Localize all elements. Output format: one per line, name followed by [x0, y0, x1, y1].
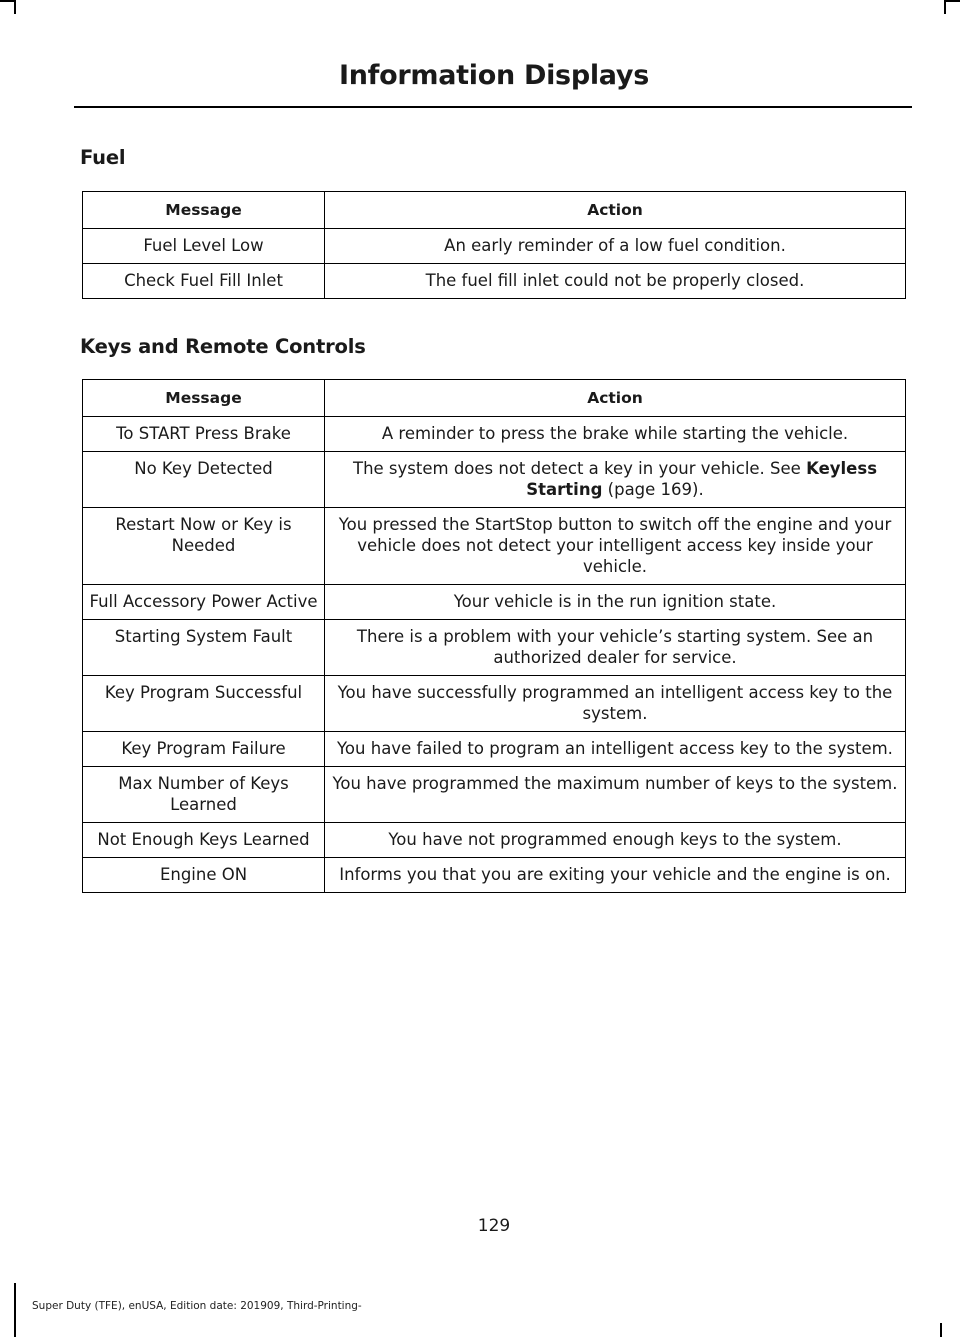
table-row: [83, 620, 906, 676]
table-row: [83, 452, 906, 508]
page-reference: (page 169).: [607, 480, 704, 499]
message-cell: Max Number of Keys Learned: [83, 767, 325, 823]
message-cell: Check Fuel Fill Inlet: [83, 264, 325, 299]
message-cell: No Key Detected: [83, 452, 325, 508]
crop-mark: [946, 0, 960, 2]
table-row: [83, 585, 906, 620]
message-cell: Fuel Level Low: [83, 229, 325, 264]
message-cell: To START Press Brake: [83, 417, 325, 452]
page-title: Information Displays: [339, 60, 649, 91]
action-cell: Informs you that you are exiting your vehicle and the engine is on.: [325, 858, 906, 893]
fuel-table: [82, 191, 906, 299]
table-row: [83, 823, 906, 858]
action-text: The system does not detect a key in your vehicle. See: [352, 459, 801, 478]
action-cell: You have successfully programmed an intelligent access key to the system.: [325, 676, 906, 732]
edition-info: Super Duty (TFE), enUSA, Edition date: 201909, Third-Printing-: [32, 1300, 362, 1312]
column-header-message: Message: [83, 380, 325, 417]
message-cell: Engine ON: [83, 858, 325, 893]
message-cell: Key Program Successful: [83, 676, 325, 732]
message-cell: Full Accessory Power Active: [83, 585, 325, 620]
table-row: [83, 417, 906, 452]
section-heading-keys: Keys and Remote Controls: [80, 335, 366, 358]
column-header-action: Action: [325, 380, 906, 417]
message-cell: Key Program Failure: [83, 732, 325, 767]
message-cell: Starting System Fault: [83, 620, 325, 676]
crop-mark: [14, 0, 16, 14]
header-rule: [74, 106, 912, 108]
action-cell: A reminder to press the brake while starting the vehicle.: [325, 417, 906, 452]
action-cell: You have programmed the maximum number of keys to the system.: [325, 767, 906, 823]
section-heading-fuel: Fuel: [80, 146, 126, 169]
table-row: [83, 732, 906, 767]
crop-mark: [14, 1283, 16, 1337]
table-row: [83, 676, 906, 732]
action-cell: You pressed the StartStop button to switch off the engine and your vehicle does not detect your intelligent access key inside your vehicle.: [325, 508, 906, 585]
action-cell: You have failed to program an intelligent access key to the system.: [325, 732, 906, 767]
action-cell: [325, 452, 906, 508]
crop-mark: [940, 1323, 942, 1337]
action-cell: Your vehicle is in the run ignition state.: [325, 585, 906, 620]
table-header-row: [83, 380, 906, 417]
table-header-row: [83, 192, 906, 229]
table-row: [83, 229, 906, 264]
action-cell: An early reminder of a low fuel condition.: [325, 229, 906, 264]
column-header-action: Action: [325, 192, 906, 229]
table-row: [83, 767, 906, 823]
page-number: 129: [477, 1216, 511, 1236]
table-row: [83, 264, 906, 299]
crop-mark: [0, 0, 14, 2]
crop-mark: [944, 0, 946, 14]
keys-table: [82, 379, 906, 893]
message-cell: Not Enough Keys Learned: [83, 823, 325, 858]
action-cell: The fuel fill inlet could not be properly closed.: [325, 264, 906, 299]
table-row: [83, 508, 906, 585]
keyless-starting-link[interactable]: Keyless Starting: [526, 459, 878, 499]
column-header-message: Message: [83, 192, 325, 229]
message-cell: Restart Now or Key is Needed: [83, 508, 325, 585]
table-row: [83, 858, 906, 893]
action-cell: There is a problem with your vehicle’s starting system. See an authorized dealer for service.: [325, 620, 906, 676]
action-cell: You have not programmed enough keys to the system.: [325, 823, 906, 858]
